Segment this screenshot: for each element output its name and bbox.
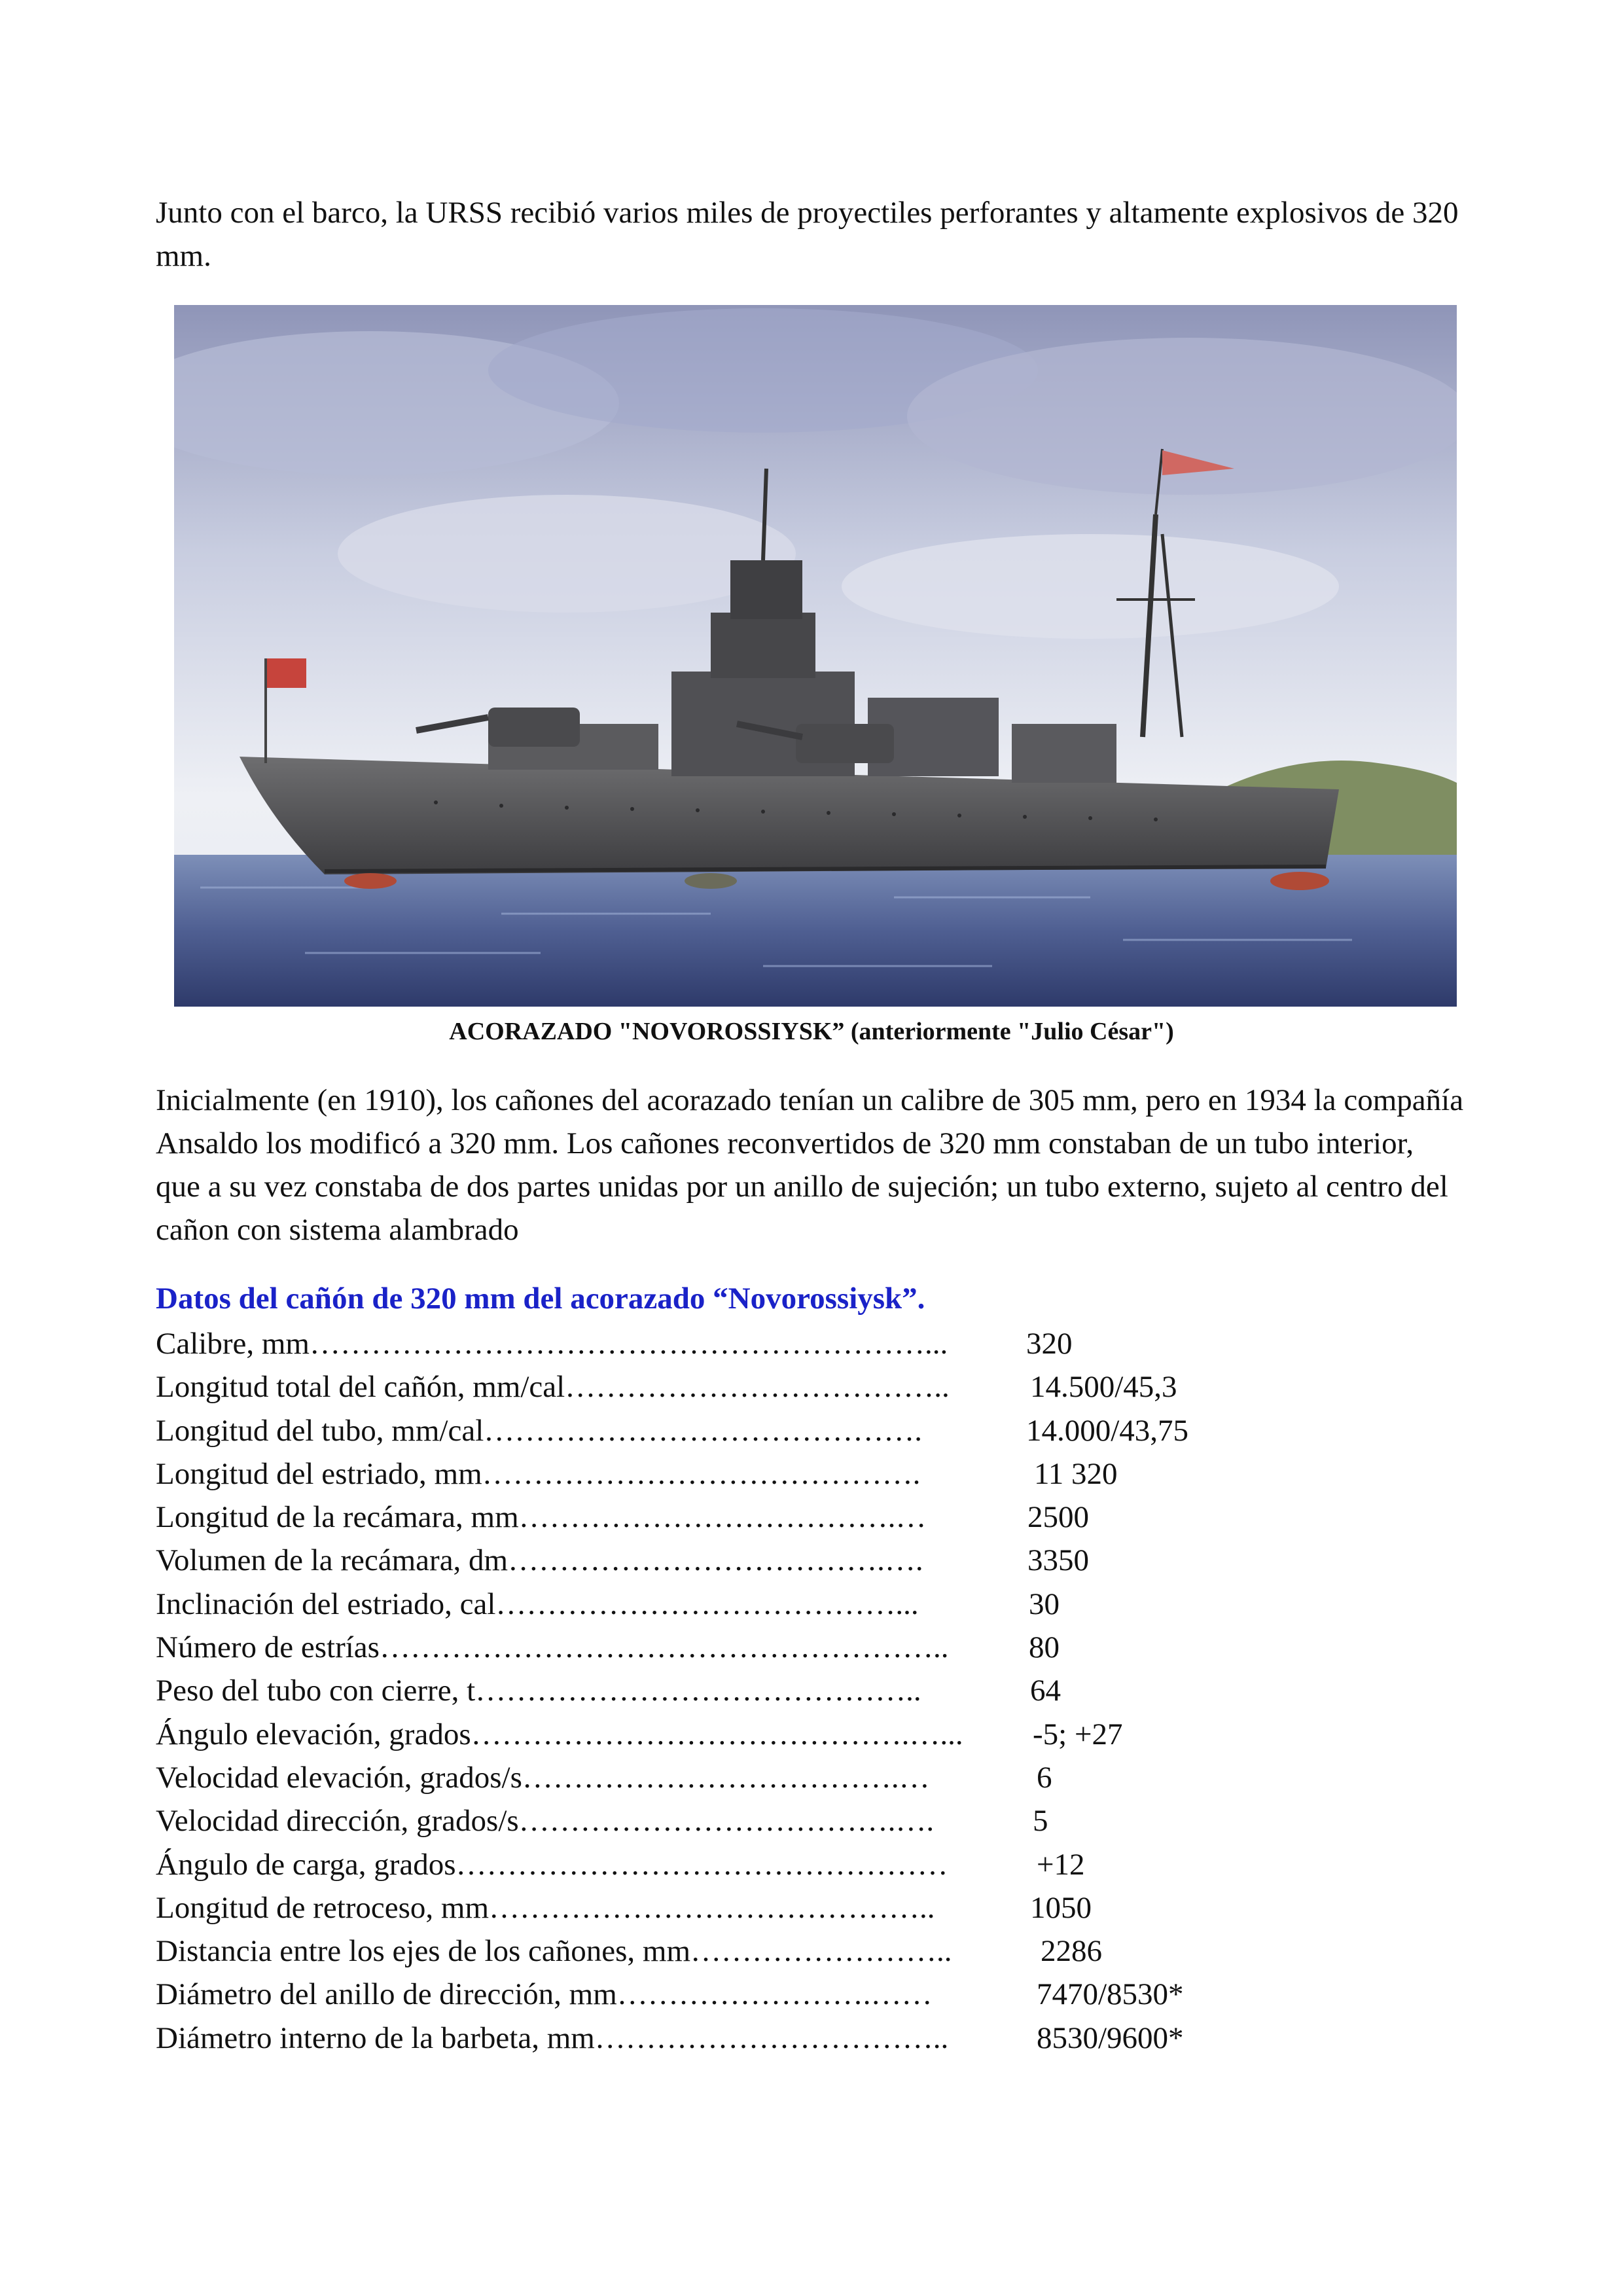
spec-value: 30 xyxy=(1029,1587,1060,1621)
spec-value: 7470/8530* xyxy=(1037,1977,1184,2012)
spec-row xyxy=(156,1322,1268,1365)
photo-caption: ACORAZADO "NOVOROSSIYSK” (anteriormente "Julio César") xyxy=(449,1018,1174,1045)
spec-label: Ángulo de carga, grados………………………………………… xyxy=(156,1847,948,1882)
spec-row xyxy=(156,2017,1268,2060)
spec-row xyxy=(156,1756,1268,1799)
spec-row xyxy=(156,1886,1268,1929)
body-paragraph: Inicialmente (en 1910), los cañones del acorazado tenían un calibre de 305 mm, pero en 1934 la compañía Ansaldo los modificó a 320 mm. Los cañones reconvertidos de 320 mm constaban de un tubo interior, que a su vez constaba de dos partes unidas por un anillo de sujeción; un tubo externo, sujeto al centro del cañon con sistema alambrado xyxy=(156,1083,1464,1247)
spec-row xyxy=(156,1539,1268,1582)
spec-row xyxy=(156,1669,1268,1712)
spec-label: Longitud del tubo, mm/cal……………………………………. xyxy=(156,1413,923,1448)
spec-label: Longitud de retroceso, mm…………………………………….. xyxy=(156,1890,935,1925)
spec-value: 64 xyxy=(1030,1674,1061,1708)
spec-value: +12 xyxy=(1037,1847,1085,1882)
spec-label: Velocidad dirección, grados/s……………………………….…. xyxy=(156,1804,935,1839)
spec-value: 6 xyxy=(1037,1760,1052,1795)
spec-label: Longitud total del cañón, mm/cal……………………………….. xyxy=(156,1370,950,1405)
spec-label: Longitud de la recámara, mm……………………………….… xyxy=(156,1500,927,1535)
spec-label: Diámetro interno de la barbeta, mm…………………………….. xyxy=(156,2020,949,2055)
spec-row xyxy=(156,1365,1268,1408)
spec-label: Velocidad elevación, grados/s……………………………….… xyxy=(156,1760,930,1795)
spec-label: Peso del tubo con cierre, t…………………………………….. xyxy=(156,1674,921,1708)
spec-row xyxy=(156,1929,1268,1973)
spec-row xyxy=(156,1409,1268,1452)
section-title: Datos del cañón de 320 mm del acorazado “Novorossiysk”. xyxy=(156,1282,925,1316)
spec-row xyxy=(156,1496,1268,1539)
spec-value: 2500 xyxy=(1027,1500,1089,1535)
spec-value: 8530/9600* xyxy=(1037,2020,1184,2055)
spec-value: 1050 xyxy=(1030,1890,1092,1925)
spec-value: 320 xyxy=(1026,1327,1073,1361)
spec-table xyxy=(156,1322,1268,2060)
intro-paragraph: Junto con el barco, la URSS recibió varios miles de proyectiles perforantes y altamente explosivos de 320 mm. xyxy=(156,196,1459,273)
spec-value: 3350 xyxy=(1027,1543,1089,1578)
spec-row xyxy=(156,1843,1268,1886)
spec-value: -5; +27 xyxy=(1033,1717,1123,1751)
spec-label: Longitud del estriado, mm……………………………………. xyxy=(156,1456,921,1491)
spec-label: Distancia entre los ejes de los cañones, mm…………………….. xyxy=(156,1934,952,1969)
spec-row xyxy=(156,1799,1268,1842)
spec-row xyxy=(156,1452,1268,1496)
spec-value: 2286 xyxy=(1041,1934,1102,1969)
spec-label: Número de estrías……………………………………………….. xyxy=(156,1630,949,1665)
spec-label: Calibre, mm……………………………………………………... xyxy=(156,1327,948,1361)
spec-value: 11 320 xyxy=(1034,1456,1118,1491)
spec-value: 14.000/43,75 xyxy=(1026,1413,1189,1448)
spec-label: Diámetro del anillo de dirección, mm…………………….…… xyxy=(156,1977,933,2012)
spec-value: 14.500/45,3 xyxy=(1030,1370,1177,1405)
battleship-photo xyxy=(174,305,1457,1007)
spec-value: 5 xyxy=(1033,1804,1048,1839)
spec-label: Volumen de la recámara, dm……………………………….…. xyxy=(156,1543,923,1578)
spec-row xyxy=(156,1973,1268,2016)
spec-label: Inclinación del estriado, cal…………………………………... xyxy=(156,1587,919,1621)
spec-row xyxy=(156,1626,1268,1669)
spec-row xyxy=(156,1583,1268,1626)
spec-label: Ángulo elevación, grados…………………………………….…... xyxy=(156,1717,963,1751)
spec-value: 80 xyxy=(1029,1630,1060,1665)
spec-row xyxy=(156,1713,1268,1756)
